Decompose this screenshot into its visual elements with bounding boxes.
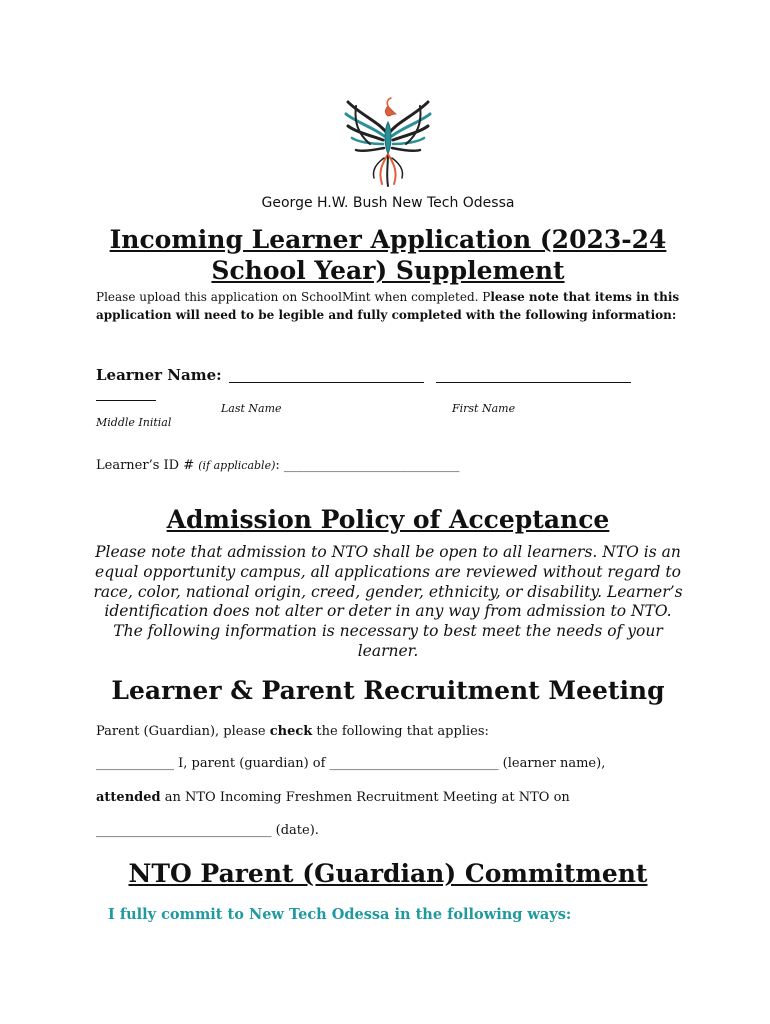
middle-initial-line[interactable] <box>96 400 156 401</box>
recruitment-heading: Learner & Parent Recruitment Meeting <box>111 676 665 705</box>
page-title <box>90 224 686 286</box>
first-name-label: First Name <box>452 402 516 415</box>
recruitment-instruction <box>96 724 696 739</box>
intro-bold-text: lease note that items in this application will need to be legible and fully completed with the following information: <box>96 290 680 322</box>
commitment-subheading: I fully commit to New Tech Odessa in the following ways: <box>108 906 572 923</box>
admission-heading: Admission Policy of Acceptance <box>166 505 610 534</box>
recruitment-line-3[interactable]: ___________________________ (date). <box>96 823 319 838</box>
instruction-post: the following that applies: <box>312 724 489 739</box>
page-title-line-2: School Year) Supplement <box>211 256 565 285</box>
learner-id-label: Learner’s ID # <box>96 458 195 473</box>
last-name-line[interactable] <box>229 382 424 383</box>
attended-rest: an NTO Incoming Freshmen Recruitment Meeting at NTO on <box>160 790 570 805</box>
first-name-line[interactable] <box>436 382 631 383</box>
middle-initial-label: Middle Initial <box>96 416 172 429</box>
school-name: George H.W. Bush New Tech Odessa <box>261 195 515 211</box>
last-name-label: Last Name <box>221 402 282 415</box>
intro-text: Please upload this application on SchoolMint when completed. P <box>96 290 491 304</box>
instruction-pre: Parent (Guardian), please <box>96 724 270 739</box>
phoenix-logo-icon <box>338 92 438 192</box>
learner-name-label: Learner Name: <box>96 366 222 384</box>
intro-paragraph <box>96 289 686 324</box>
page-title-line-1: Incoming Learner Application (2023-24 <box>109 225 667 254</box>
instruction-bold: check <box>269 724 313 739</box>
recruitment-line-1[interactable]: ____________ I, parent (guardian) of __________________________ (learner name), <box>96 756 606 771</box>
recruitment-line-2 <box>96 790 696 805</box>
attended-bold: attended <box>96 790 161 805</box>
commitment-heading: NTO Parent (Guardian) Commitment <box>128 859 648 888</box>
learner-id-row <box>96 458 696 473</box>
admission-text: Please note that admission to NTO shall be open to all learners. NTO is an equal opportunity campus, all applications are reviewed without regard to race, color, national origin, creed, gender, ethnicity, or disability. Learner’s identification does not alter or deter in any way from admission to NTO. The following information is necessary to best meet the needs of your learner. <box>93 543 683 660</box>
learner-id-blank[interactable]: : ___________________________ <box>275 458 460 473</box>
learner-id-note: (if applicable) <box>198 459 276 472</box>
